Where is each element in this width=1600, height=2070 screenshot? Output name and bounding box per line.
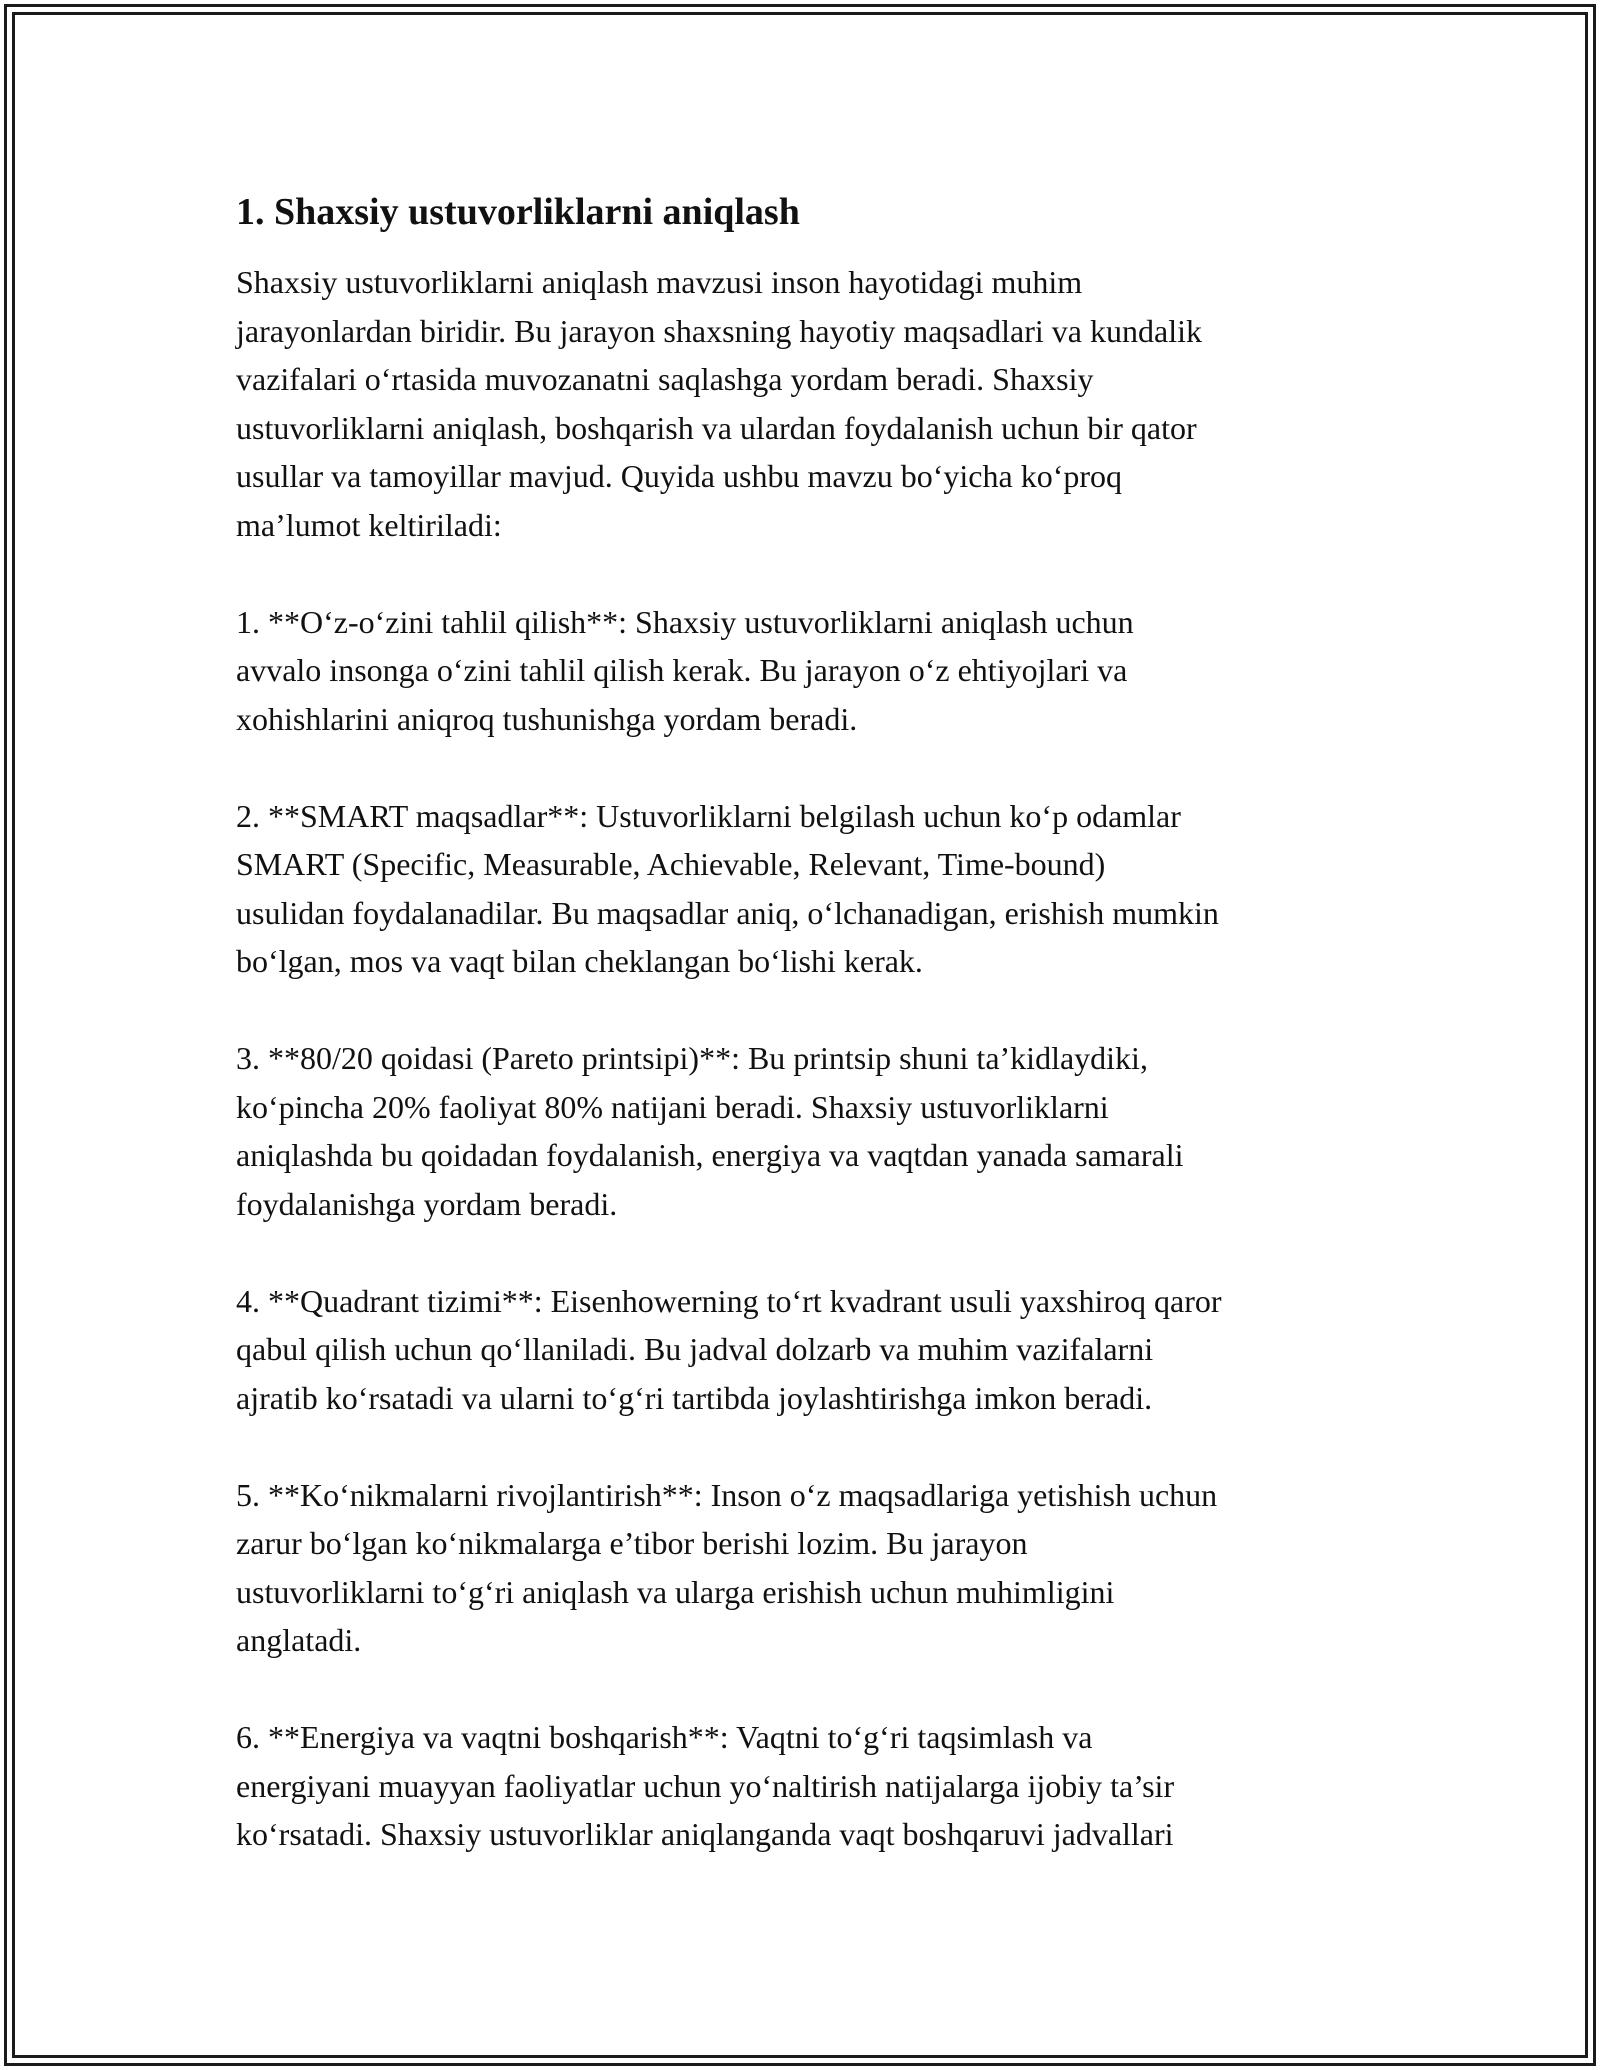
blank-line: [236, 549, 1376, 598]
text-line: aniqlashda bu qoidadan foydalanish, energiya va vaqtdan yanada samarali: [236, 1137, 1184, 1173]
text-line: 2. **SMART maqsadlar**: Ustuvorliklarni belgilash uchun ko‘p odamlar: [236, 797, 1181, 834]
text-line: 5. **Ko‘nikmalarni rivojlantirish**: Inson o‘z maqsadlariga yetishish uchun: [236, 1476, 1218, 1513]
blank-line: [236, 986, 1376, 1035]
text-line: energiyani muayyan faoliyatlar uchun yo‘naltirish natijalarga ijobiy ta’sir: [236, 1767, 1175, 1804]
section-heading: 1. Shaxsiy ustuvorliklarni aniqlash: [236, 191, 800, 233]
text-line: 1. **O‘z-o‘zini tahlil qilish**: Shaxsiy ustuvorliklarni aniqlash uchun: [236, 603, 1134, 640]
text-line: zarur bo‘lgan ko‘nikmalarga e’tibor berishi lozim. Bu jarayon: [236, 1525, 1028, 1561]
text-lines: [236, 258, 1376, 1859]
text-line: usulidan foydalanadilar. Bu maqsadlar aniq, o‘lchanadigan, erishish mumkin: [236, 894, 1219, 931]
text-line: anglatadi.: [236, 1622, 362, 1658]
text-line: jarayonlardan biridir. Bu jarayon shaxsning hayotiy maqsadlari va kundalik: [236, 312, 1202, 349]
text-line: 4. **Quadrant tizimi**: Eisenhowerning to‘rt kvadrant usuli yaxshiroq qaror: [236, 1282, 1222, 1319]
blank-line: [236, 1228, 1376, 1277]
text-line: foydalanishga yordam beradi.: [236, 1185, 618, 1222]
text-line: vazifalari o‘rtasida muvozanatni saqlashga yordam beradi. Shaxsiy: [236, 361, 1094, 397]
text-line: avvalo insonga o‘zini tahlil qilish kerak. Bu jarayon o‘z ehtiyojlari va: [236, 652, 1128, 688]
blank-line: [236, 1422, 1376, 1471]
text-line: xohishlarini aniqroq tushunishga yordam beradi.: [236, 700, 858, 737]
text-line: ajratib ko‘rsatadi va ularni to‘g‘ri tartibda joylashtirishga imkon beradi.: [236, 1379, 1153, 1416]
text-line: ko‘rsatadi. Shaxsiy ustuvorliklar aniqlanganda vaqt boshqaruvi jadvallari: [236, 1816, 1174, 1852]
document-body: [236, 188, 1376, 1859]
text-line: ko‘pincha 20% faoliyat 80% natijani beradi. Shaxsiy ustuvorliklarni: [236, 1088, 1109, 1125]
text-line: qabul qilish uchun qo‘llaniladi. Bu jadval dolzarb va muhim vazifalarni: [236, 1331, 1154, 1367]
text-line: ma’lumot keltiriladi:: [236, 506, 502, 543]
text-line: usullar va tamoyillar mavjud. Quyida ushbu mavzu bo‘yicha ko‘proq: [236, 458, 1123, 494]
blank-line: [236, 743, 1376, 792]
text-line: 6. **Energiya va vaqtni boshqarish**: Vaqtni to‘g‘ri taqsimlash va: [236, 1719, 1093, 1755]
text-line: ustuvorliklarni to‘g‘ri aniqlash va ularga erishish uchun muhimligini: [236, 1573, 1115, 1610]
text-line: Shaxsiy ustuvorliklarni aniqlash mavzusi inson hayotidagi muhim: [236, 264, 1083, 300]
text-line: SMART (Specific, Measurable, Achievable, Relevant, Time-bound): [236, 846, 1106, 882]
text-line: ustuvorliklarni aniqlash, boshqarish va ulardan foydalanish uchun bir qator: [236, 409, 1197, 446]
text-line: 3. **80/20 qoidasi (Pareto printsipi)**: Bu printsip shuni ta’kidlaydiki,: [236, 1040, 1148, 1076]
blank-line: [236, 1665, 1376, 1714]
text-line: bo‘lgan, mos va vaqt bilan cheklangan bo‘lishi kerak.: [236, 943, 923, 979]
